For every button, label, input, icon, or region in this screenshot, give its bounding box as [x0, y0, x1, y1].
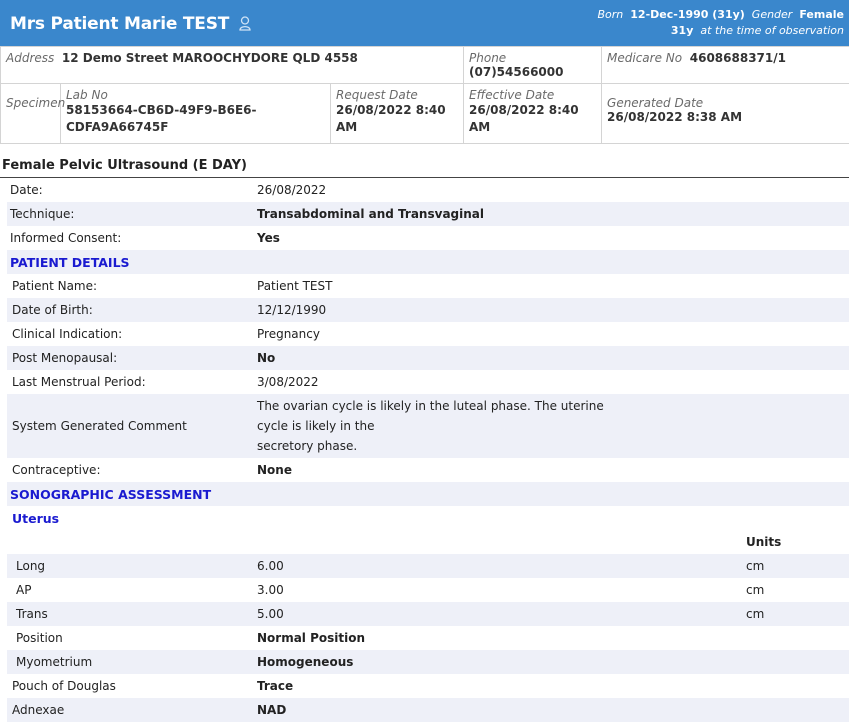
table-row	[7, 626, 849, 650]
phone-cell	[464, 47, 602, 84]
age-suffix: at the time of observation	[700, 24, 844, 37]
contraceptive-value: None	[257, 463, 292, 477]
pouch-label: Pouch of Douglas	[12, 679, 116, 693]
request-date-label: Request Date	[336, 88, 418, 102]
table-row	[7, 370, 849, 394]
table-row	[7, 202, 849, 226]
comment-line-1: The ovarian cycle is likely in the luteal phase. The uterine	[257, 399, 604, 413]
specimen-label: Specimen	[6, 96, 66, 110]
phone-value: (07)54566000	[469, 65, 564, 79]
technique-label: Technique:	[7, 202, 257, 226]
labno-label: Lab No	[66, 88, 108, 102]
indication-label: Clinical Indication:	[12, 327, 123, 341]
table-row	[7, 698, 849, 722]
ap-unit: cm	[746, 583, 765, 597]
effective-date-value: 26/08/2022 8:40 AM	[469, 103, 579, 134]
table-row	[7, 530, 849, 554]
trans-value: 5.00	[257, 602, 742, 626]
table-row	[7, 226, 849, 250]
postmeno-value: No	[257, 346, 742, 370]
table-row	[7, 322, 849, 346]
technique-value: Transabdominal and Transvaginal	[257, 202, 742, 226]
long-value: 6.00	[257, 554, 742, 578]
address-value: 12 Demo Street MAROOCHYDORE QLD 4558	[61, 51, 358, 65]
table-row	[7, 674, 849, 698]
report-table	[7, 178, 849, 722]
medicare-cell	[602, 47, 849, 84]
date-label: Date:	[10, 183, 43, 197]
myometrium-label: Myometrium	[7, 650, 257, 674]
consent-value: Yes	[257, 231, 280, 245]
trans-label: Trans	[7, 602, 257, 626]
table-row	[7, 578, 849, 602]
ap-label: AP	[16, 583, 32, 597]
address-label: Address	[6, 51, 55, 65]
postmeno-label: Post Menopausal:	[7, 346, 257, 370]
patient-name-value: Patient TEST	[257, 279, 333, 293]
effective-date-cell	[464, 84, 602, 144]
comment-label: System Generated Comment	[7, 394, 257, 458]
table-row	[7, 458, 849, 482]
born-value: 12-Dec-1990 (31y)	[630, 8, 745, 21]
sonographic-heading: SONOGRAPHIC ASSESSMENT	[7, 482, 849, 506]
effective-date-label: Effective Date	[469, 88, 555, 102]
patient-name-label: Patient Name:	[12, 279, 98, 293]
demographics	[597, 7, 844, 39]
long-unit: cm	[742, 554, 849, 578]
table-row	[7, 274, 849, 298]
patient-name-block	[10, 14, 251, 36]
patient-details-heading: PATIENT DETAILS	[7, 250, 849, 274]
gender-label: Gender	[751, 8, 793, 21]
table-row	[7, 346, 849, 370]
gender-value: Female	[799, 8, 844, 21]
table-row	[7, 602, 849, 626]
indication-value: Pregnancy	[257, 327, 320, 341]
medicare-label: Medicare No	[607, 51, 683, 65]
comment-value	[257, 394, 742, 458]
lmp-label: Last Menstrual Period:	[12, 375, 146, 389]
medicare-value: 4608688371/1	[689, 51, 786, 65]
myometrium-value: Homogeneous	[257, 650, 742, 674]
position-value: Normal Position	[257, 631, 366, 645]
trans-unit: cm	[742, 602, 849, 626]
phone-label: Phone	[469, 51, 507, 65]
table-row	[7, 554, 849, 578]
contraceptive-label: Contraceptive:	[12, 463, 101, 477]
age-value: 31y	[670, 24, 694, 37]
request-date-value: 26/08/2022 8:40 AM	[336, 103, 446, 134]
consent-label: Informed Consent:	[10, 231, 122, 245]
comment-line-2: cycle is likely in the	[257, 419, 375, 433]
long-label: Long	[7, 554, 257, 578]
born-label: Born	[597, 8, 624, 21]
labno-value: 58153664-CB6D-49F9-B6E6-CDFA9A66745F	[66, 103, 257, 134]
table-row	[7, 506, 849, 530]
generated-date-label: Generated Date	[607, 96, 704, 110]
table-row	[7, 394, 849, 458]
ap-value: 3.00	[257, 583, 284, 597]
table-row	[7, 650, 849, 674]
patient-header	[0, 0, 849, 46]
request-date-cell	[331, 84, 464, 144]
dob-label: Date of Birth:	[7, 298, 257, 322]
adnexae-label: Adnexae	[7, 698, 257, 722]
lmp-value: 3/08/2022	[257, 375, 319, 389]
user-icon	[239, 16, 251, 36]
date-value: 26/08/2022	[257, 183, 327, 197]
report-title: Female Pelvic Ultrasound (E DAY)	[0, 158, 849, 178]
patient-name: Mrs Patient Marie TEST	[10, 14, 230, 34]
patient-info-table	[0, 46, 849, 144]
dob-value: 12/12/1990	[257, 298, 742, 322]
table-row	[7, 250, 849, 274]
table-row	[7, 298, 849, 322]
generated-date-cell	[602, 84, 849, 144]
pouch-value: Trace	[257, 679, 294, 693]
position-label: Position	[16, 631, 63, 645]
comment-line-3: secretory phase.	[257, 439, 358, 453]
address-cell	[1, 47, 464, 84]
table-row	[7, 482, 849, 506]
units-header: Units	[746, 535, 782, 549]
adnexae-value: NAD	[257, 698, 742, 722]
uterus-heading: Uterus	[12, 510, 60, 526]
generated-date-value: 26/08/2022 8:38 AM	[607, 110, 743, 124]
table-row	[7, 178, 849, 202]
specimen-cell	[1, 84, 66, 144]
labno-cell	[61, 84, 331, 144]
